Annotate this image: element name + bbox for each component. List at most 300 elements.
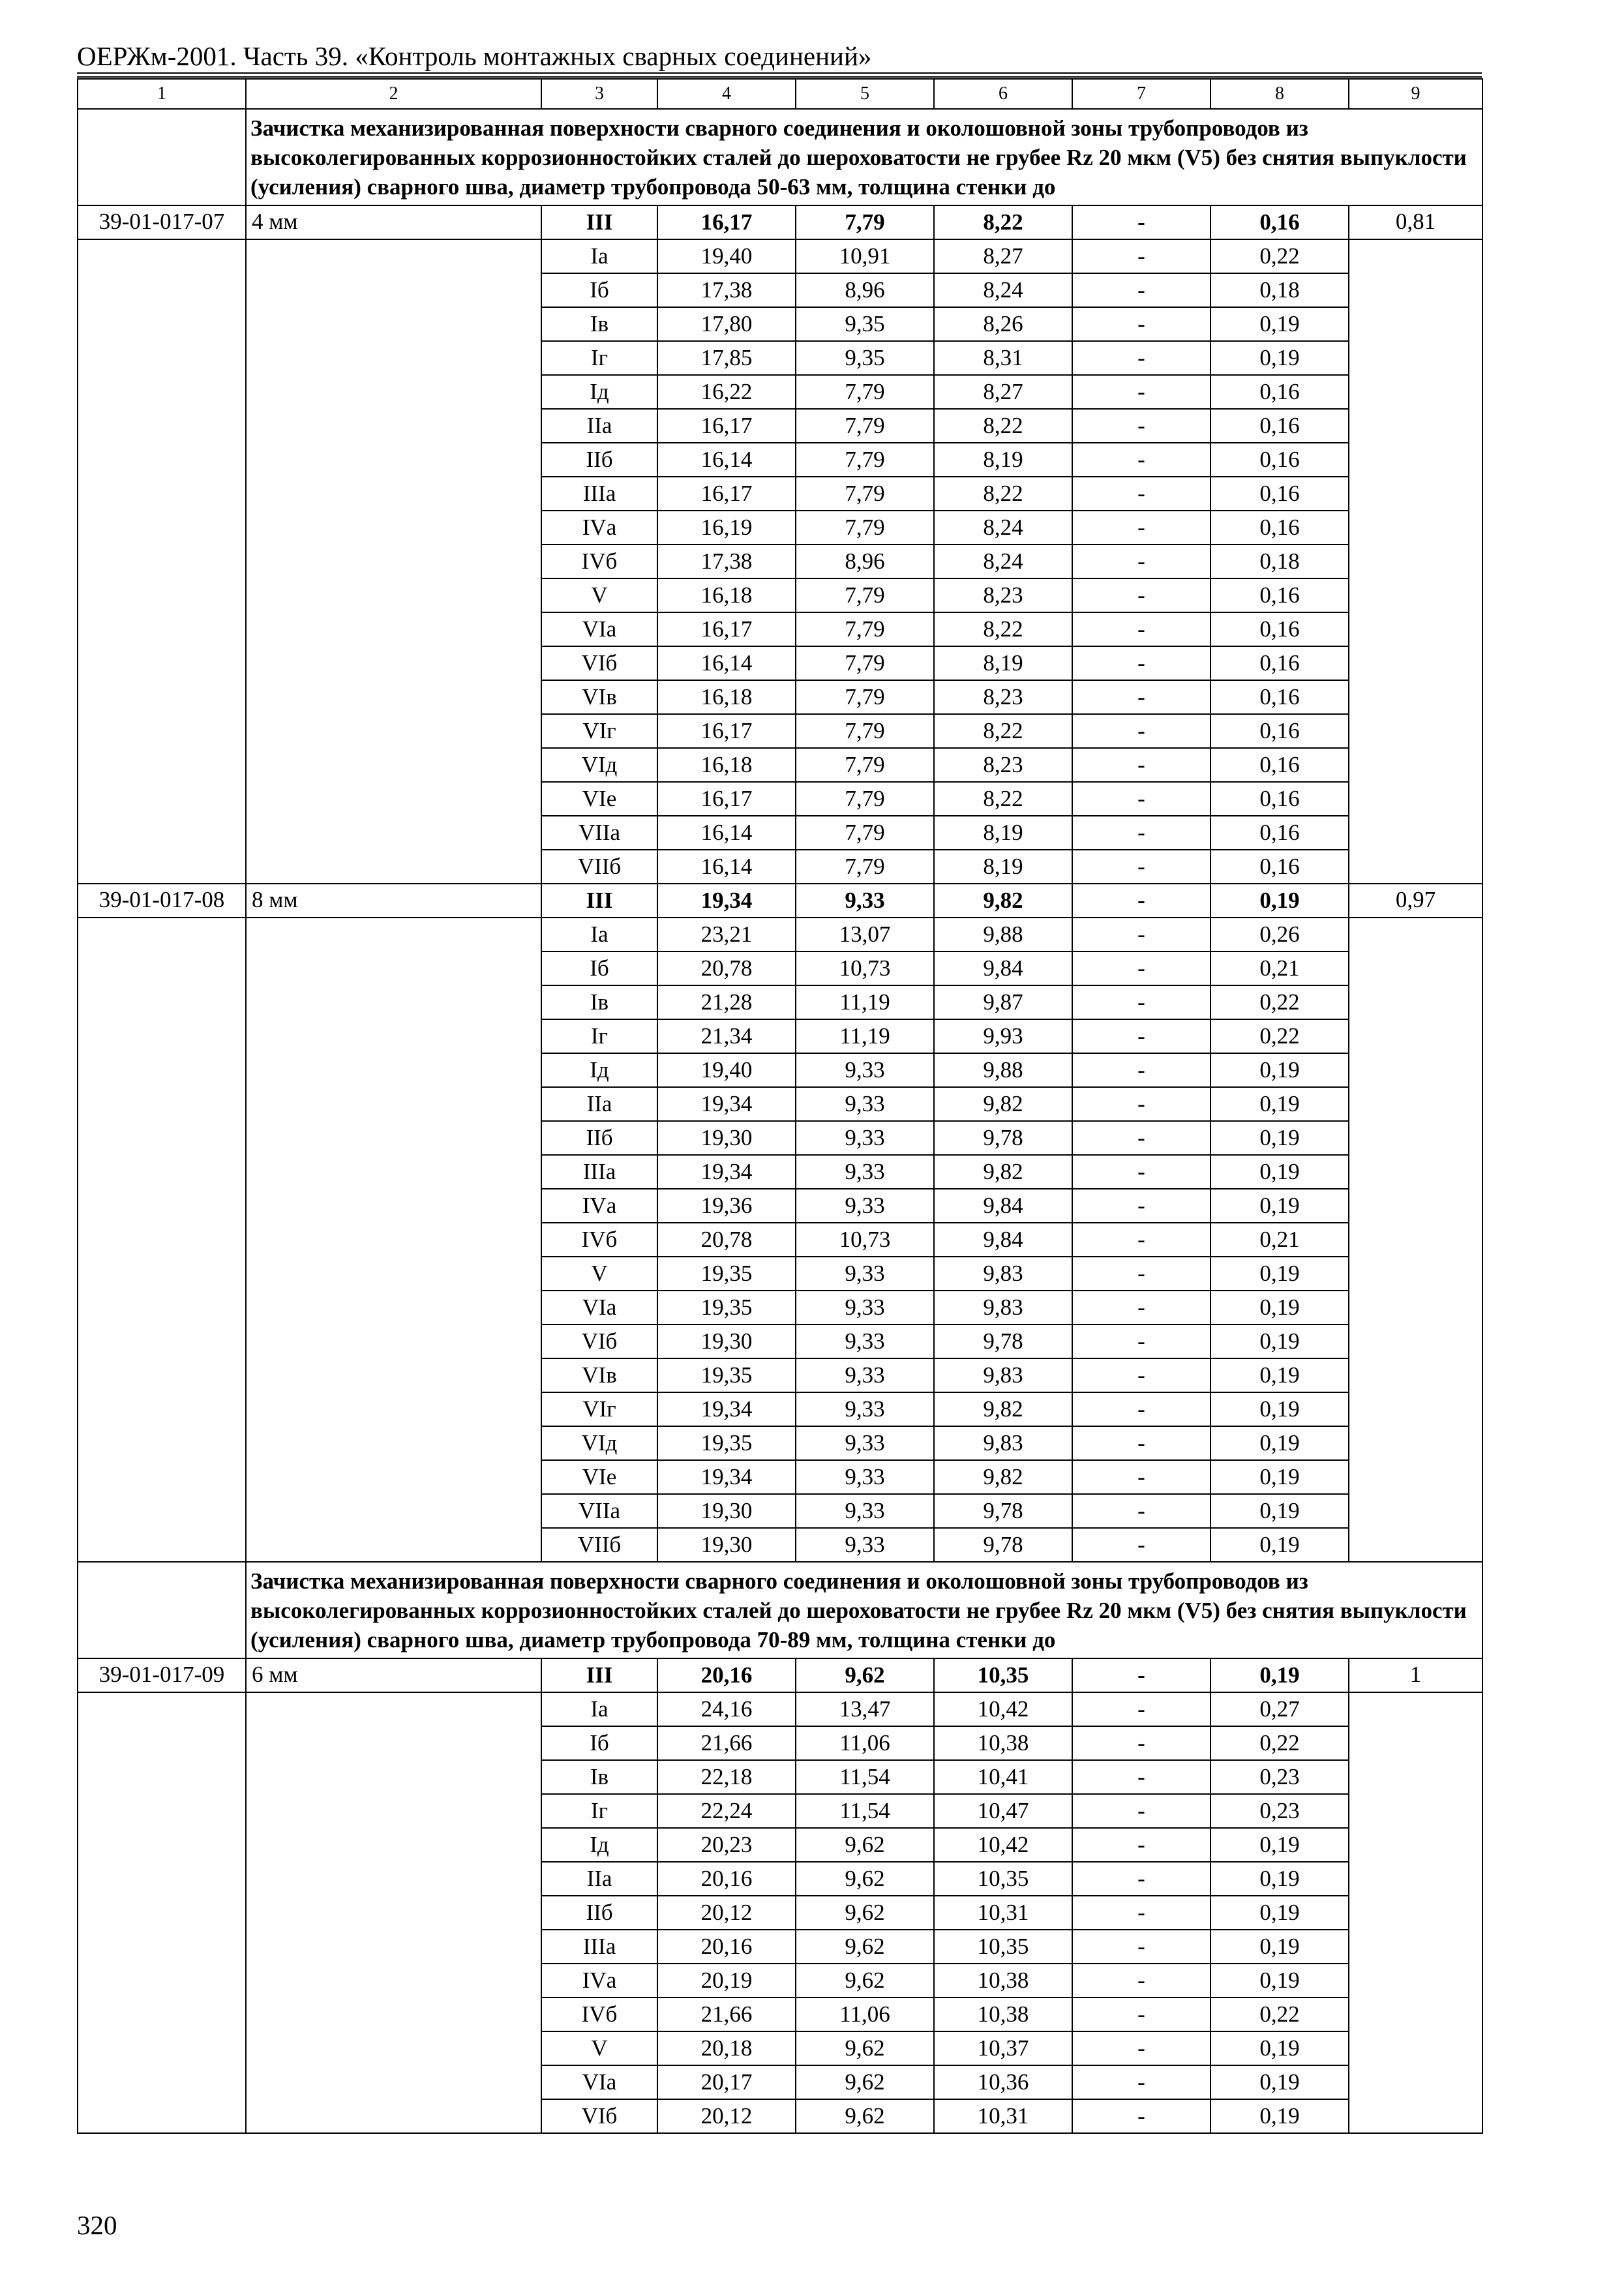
table-row [78, 1862, 1482, 1896]
value-cell: 10,73 [796, 951, 934, 985]
value-cell: - [1072, 1896, 1210, 1930]
value-cell: Iб [541, 273, 657, 307]
value-cell: - [1072, 375, 1210, 409]
section-title-row [78, 1562, 1482, 1658]
value-cell: 20,78 [657, 1223, 796, 1257]
empty-cell [246, 375, 541, 409]
empty-cell [78, 1726, 246, 1760]
empty-cell [1349, 341, 1482, 375]
value-cell: - [1072, 918, 1210, 951]
table-row [78, 1121, 1482, 1155]
empty-cell [1349, 1794, 1482, 1828]
table-row [78, 884, 1482, 918]
value-cell: VIд [541, 1426, 657, 1460]
value-cell: 9,62 [796, 2065, 934, 2099]
empty-cell [78, 646, 246, 680]
value-cell: VIе [541, 782, 657, 816]
empty-cell [1349, 816, 1482, 850]
value-cell: - [1072, 1528, 1210, 1562]
value-cell: 7,79 [796, 714, 934, 748]
value-cell: 16,17 [657, 782, 796, 816]
value-cell: 21,66 [657, 1726, 796, 1760]
empty-cell [246, 1460, 541, 1494]
empty-cell [1349, 1726, 1482, 1760]
value-cell: 19,40 [657, 1053, 796, 1087]
empty-cell [78, 545, 246, 578]
value-cell: 9,33 [796, 1426, 934, 1460]
value-cell: 16,14 [657, 850, 796, 884]
page-number: 320 [77, 2210, 117, 2240]
total-value: 0,97 [1349, 884, 1482, 918]
value-cell: - [1072, 477, 1210, 511]
value-cell: - [1072, 1324, 1210, 1358]
value-cell: 9,62 [796, 1658, 934, 1692]
value-cell: Iд [541, 1053, 657, 1087]
column-number-row [78, 79, 1482, 109]
value-cell: - [1072, 1862, 1210, 1896]
empty-cell [246, 985, 541, 1019]
value-cell: 8,22 [934, 409, 1072, 443]
empty-cell [246, 1896, 541, 1930]
value-cell: - [1072, 1053, 1210, 1087]
empty-cell [246, 816, 541, 850]
value-cell: 0,19 [1210, 307, 1349, 341]
value-cell: 16,17 [657, 612, 796, 646]
empty-cell [246, 646, 541, 680]
empty-cell [246, 1223, 541, 1257]
value-cell: 10,38 [934, 1997, 1072, 2031]
empty-cell [246, 1528, 541, 1562]
value-cell: IVа [541, 511, 657, 545]
empty-cell [1349, 1964, 1482, 1997]
empty-cell [78, 2065, 246, 2099]
value-cell: 9,62 [796, 1828, 934, 1862]
empty-cell [78, 1189, 246, 1223]
empty-cell [78, 1828, 246, 1862]
empty-cell [1349, 1155, 1482, 1189]
empty-cell [78, 1291, 246, 1324]
empty-cell [78, 1692, 246, 1726]
value-cell: 0,22 [1210, 1019, 1349, 1053]
empty-cell [246, 341, 541, 375]
value-cell: 9,84 [934, 1189, 1072, 1223]
value-cell: 9,62 [796, 2099, 934, 2133]
empty-cell [246, 578, 541, 612]
empty-cell [246, 1189, 541, 1223]
value-cell: 16,19 [657, 511, 796, 545]
empty-cell [78, 816, 246, 850]
empty-cell [1349, 1997, 1482, 2031]
value-cell: VIIа [541, 816, 657, 850]
value-cell: - [1072, 1155, 1210, 1189]
value-cell: - [1072, 646, 1210, 680]
header-rule-thin [77, 76, 1482, 78]
value-cell: 10,31 [934, 1896, 1072, 1930]
value-cell: 8,22 [934, 477, 1072, 511]
value-cell: VIг [541, 714, 657, 748]
empty-cell [78, 2031, 246, 2065]
value-cell: 0,19 [1210, 1426, 1349, 1460]
empty-cell [246, 239, 541, 273]
value-cell: IVб [541, 1223, 657, 1257]
value-cell: 9,33 [796, 1155, 934, 1189]
empty-cell [246, 680, 541, 714]
value-cell: VIб [541, 646, 657, 680]
value-cell: 10,38 [934, 1964, 1072, 1997]
empty-cell [78, 1257, 246, 1291]
value-cell: Iв [541, 1760, 657, 1794]
value-cell: 13,07 [796, 918, 934, 951]
value-cell: VIа [541, 612, 657, 646]
empty-cell [246, 273, 541, 307]
value-cell: VIб [541, 1324, 657, 1358]
value-cell: 19,34 [657, 1392, 796, 1426]
value-cell: 9,62 [796, 1964, 934, 1997]
empty-cell [246, 1053, 541, 1087]
empty-cell [1349, 1358, 1482, 1392]
value-cell: 7,79 [796, 612, 934, 646]
empty-cell [1349, 1223, 1482, 1257]
empty-cell [246, 1997, 541, 2031]
value-cell: 8,23 [934, 748, 1072, 782]
value-cell: 9,33 [796, 1189, 934, 1223]
empty-cell [1349, 782, 1482, 816]
empty-cell [78, 782, 246, 816]
value-cell: - [1072, 1494, 1210, 1528]
empty-cell [78, 578, 246, 612]
value-cell: 0,16 [1210, 646, 1349, 680]
value-cell: - [1072, 273, 1210, 307]
empty-cell [78, 1324, 246, 1358]
empty-cell [1349, 1896, 1482, 1930]
table-row [78, 782, 1482, 816]
value-cell: - [1072, 1828, 1210, 1862]
value-cell: Iа [541, 239, 657, 273]
value-cell: VIг [541, 1392, 657, 1426]
total-value: 1 [1349, 1658, 1482, 1692]
empty-cell [246, 782, 541, 816]
table-row [78, 1257, 1482, 1291]
value-cell: 7,79 [796, 443, 934, 477]
column-number: 7 [1072, 79, 1210, 109]
value-cell: IIб [541, 443, 657, 477]
value-cell: - [1072, 1692, 1210, 1726]
value-cell: 17,80 [657, 307, 796, 341]
column-number: 8 [1210, 79, 1349, 109]
value-cell: - [1072, 2099, 1210, 2133]
value-cell: - [1072, 2031, 1210, 2065]
empty-cell [1349, 477, 1482, 511]
empty-cell [246, 545, 541, 578]
empty-cell [1349, 1760, 1482, 1794]
empty-cell [1349, 2065, 1482, 2099]
value-cell: 10,35 [934, 1658, 1072, 1692]
value-cell: - [1072, 239, 1210, 273]
value-cell: 9,62 [796, 1930, 934, 1964]
value-cell: 10,37 [934, 2031, 1072, 2065]
value-cell: - [1072, 1087, 1210, 1121]
value-cell: 19,30 [657, 1528, 796, 1562]
section-title-row [78, 109, 1482, 205]
empty-cell [78, 341, 246, 375]
empty-cell [246, 307, 541, 341]
value-cell: 9,35 [796, 307, 934, 341]
value-cell: 0,19 [1210, 1358, 1349, 1392]
empty-cell [78, 1964, 246, 1997]
table-row [78, 951, 1482, 985]
value-cell: VIIб [541, 850, 657, 884]
value-cell: 0,19 [1210, 1930, 1349, 1964]
value-cell: 10,38 [934, 1726, 1072, 1760]
page-header: ОЕРЖм-2001. Часть 39. «Контроль монтажных сварных соединений» [77, 41, 872, 71]
value-cell: 11,54 [796, 1794, 934, 1828]
value-cell: 8,22 [934, 205, 1072, 239]
value-cell: 16,18 [657, 578, 796, 612]
section-spacer [78, 109, 246, 205]
wall-thickness: 8 мм [246, 884, 541, 918]
value-cell: IIIа [541, 1930, 657, 1964]
empty-cell [78, 1862, 246, 1896]
value-cell: 0,19 [1210, 1964, 1349, 1997]
value-cell: 16,14 [657, 443, 796, 477]
value-cell: IVа [541, 1189, 657, 1223]
value-cell: 8,22 [934, 782, 1072, 816]
empty-cell [246, 1291, 541, 1324]
column-number: 5 [796, 79, 934, 109]
value-cell: 19,30 [657, 1494, 796, 1528]
value-cell: 16,18 [657, 748, 796, 782]
value-cell: 9,83 [934, 1257, 1072, 1291]
value-cell: 0,19 [1210, 2065, 1349, 2099]
section-title-cell [246, 109, 1482, 205]
value-cell: 7,79 [796, 477, 934, 511]
empty-cell [78, 307, 246, 341]
table-row [78, 748, 1482, 782]
empty-cell [78, 409, 246, 443]
column-number: 6 [934, 79, 1072, 109]
value-cell: - [1072, 850, 1210, 884]
empty-cell [1349, 2099, 1482, 2133]
value-cell: 20,19 [657, 1964, 796, 1997]
value-cell: 0,22 [1210, 1997, 1349, 2031]
value-cell: 19,34 [657, 884, 796, 918]
value-cell: 0,21 [1210, 951, 1349, 985]
value-cell: 0,19 [1210, 1460, 1349, 1494]
empty-cell [78, 918, 246, 951]
table-row [78, 816, 1482, 850]
empty-cell [78, 273, 246, 307]
value-cell: 7,79 [796, 850, 934, 884]
value-cell: 0,16 [1210, 409, 1349, 443]
empty-cell [1349, 511, 1482, 545]
value-cell: VIв [541, 1358, 657, 1392]
value-cell: 16,14 [657, 646, 796, 680]
value-cell: 10,31 [934, 2099, 1072, 2133]
value-cell: - [1072, 307, 1210, 341]
value-cell: III [541, 205, 657, 239]
value-cell: 21,34 [657, 1019, 796, 1053]
value-cell: 7,79 [796, 375, 934, 409]
value-cell: 8,96 [796, 545, 934, 578]
column-number: 3 [541, 79, 657, 109]
value-cell: - [1072, 1358, 1210, 1392]
value-cell: 7,79 [796, 511, 934, 545]
empty-cell [246, 1121, 541, 1155]
empty-cell [1349, 1392, 1482, 1426]
table-row [78, 205, 1482, 239]
value-cell: 20,12 [657, 2099, 796, 2133]
table-row [78, 2065, 1482, 2099]
empty-cell [246, 1392, 541, 1426]
value-cell: IIб [541, 1121, 657, 1155]
value-cell: 16,17 [657, 205, 796, 239]
value-cell: 0,19 [1210, 1189, 1349, 1223]
value-cell: 8,27 [934, 375, 1072, 409]
column-number: 1 [78, 79, 246, 109]
value-cell: 9,33 [796, 1121, 934, 1155]
empty-cell [1349, 1528, 1482, 1562]
value-cell: 0,16 [1210, 443, 1349, 477]
value-cell: 9,33 [796, 1528, 934, 1562]
empty-cell [78, 1223, 246, 1257]
value-cell: 0,16 [1210, 205, 1349, 239]
value-cell: 10,41 [934, 1760, 1072, 1794]
empty-cell [78, 1794, 246, 1828]
value-cell: - [1072, 1392, 1210, 1426]
wall-thickness: 6 мм [246, 1658, 541, 1692]
empty-cell [1349, 714, 1482, 748]
value-cell: V [541, 2031, 657, 2065]
table-row [78, 511, 1482, 545]
empty-cell [78, 680, 246, 714]
empty-cell [78, 1760, 246, 1794]
table-row [78, 1896, 1482, 1930]
value-cell: 8,27 [934, 239, 1072, 273]
value-cell: 0,19 [1210, 1862, 1349, 1896]
value-cell: 8,23 [934, 680, 1072, 714]
empty-cell [1349, 612, 1482, 646]
value-cell: 9,78 [934, 1324, 1072, 1358]
value-cell: 20,12 [657, 1896, 796, 1930]
empty-cell [78, 375, 246, 409]
empty-cell [246, 1257, 541, 1291]
empty-cell [1349, 748, 1482, 782]
value-cell: - [1072, 782, 1210, 816]
table-row [78, 1223, 1482, 1257]
value-cell: - [1072, 1930, 1210, 1964]
empty-cell [78, 612, 246, 646]
empty-cell [78, 1997, 246, 2031]
empty-cell [246, 1155, 541, 1189]
value-cell: - [1072, 1189, 1210, 1223]
table-row [78, 680, 1482, 714]
empty-cell [1349, 951, 1482, 985]
value-cell: 9,83 [934, 1358, 1072, 1392]
value-cell: Iб [541, 1726, 657, 1760]
value-cell: 17,38 [657, 273, 796, 307]
table-row [78, 985, 1482, 1019]
value-cell: 9,82 [934, 1392, 1072, 1426]
empty-cell [78, 951, 246, 985]
value-cell: 19,34 [657, 1460, 796, 1494]
value-cell: 7,79 [796, 782, 934, 816]
empty-cell [246, 1426, 541, 1460]
value-cell: 16,18 [657, 680, 796, 714]
value-cell: - [1072, 205, 1210, 239]
empty-cell [1349, 1189, 1482, 1223]
empty-cell [246, 1930, 541, 1964]
table-row [78, 850, 1482, 884]
value-cell: - [1072, 1760, 1210, 1794]
value-cell: V [541, 1257, 657, 1291]
empty-cell [78, 477, 246, 511]
value-cell: 0,16 [1210, 816, 1349, 850]
value-cell: 0,16 [1210, 578, 1349, 612]
empty-cell [78, 1053, 246, 1087]
rates-table [77, 78, 1483, 2134]
value-cell: 19,36 [657, 1189, 796, 1223]
value-cell: IIа [541, 409, 657, 443]
empty-cell [78, 850, 246, 884]
value-cell: 0,19 [1210, 1528, 1349, 1562]
value-cell: - [1072, 985, 1210, 1019]
empty-cell [246, 1692, 541, 1726]
value-cell: VIв [541, 680, 657, 714]
value-cell: - [1072, 1658, 1210, 1692]
value-cell: IIб [541, 1896, 657, 1930]
value-cell: 0,16 [1210, 375, 1349, 409]
value-cell: - [1072, 1019, 1210, 1053]
value-cell: IIа [541, 1862, 657, 1896]
table-row [78, 341, 1482, 375]
empty-cell [1349, 850, 1482, 884]
value-cell: 9,87 [934, 985, 1072, 1019]
value-cell: 7,79 [796, 409, 934, 443]
value-cell: VIа [541, 1291, 657, 1324]
value-cell: 21,66 [657, 1997, 796, 2031]
empty-cell [1349, 1019, 1482, 1053]
table-row [78, 1964, 1482, 1997]
empty-cell [1349, 918, 1482, 951]
value-cell: Iг [541, 1019, 657, 1053]
value-cell: - [1072, 816, 1210, 850]
value-cell: 9,33 [796, 1291, 934, 1324]
value-cell: - [1072, 884, 1210, 918]
value-cell: 20,78 [657, 951, 796, 985]
value-cell: - [1072, 443, 1210, 477]
value-cell: 8,22 [934, 612, 1072, 646]
value-cell: 0,16 [1210, 680, 1349, 714]
empty-cell [246, 2065, 541, 2099]
empty-cell [1349, 1121, 1482, 1155]
value-cell: 0,26 [1210, 918, 1349, 951]
value-cell: 19,34 [657, 1155, 796, 1189]
empty-cell [246, 1087, 541, 1121]
value-cell: 9,84 [934, 951, 1072, 985]
value-cell: Iг [541, 1794, 657, 1828]
empty-cell [1349, 1087, 1482, 1121]
table-row [78, 578, 1482, 612]
empty-cell [1349, 273, 1482, 307]
value-cell: IVа [541, 1964, 657, 1997]
table-row [78, 477, 1482, 511]
value-cell: 8,24 [934, 273, 1072, 307]
empty-cell [246, 612, 541, 646]
value-cell: 0,18 [1210, 545, 1349, 578]
empty-cell [78, 1087, 246, 1121]
value-cell: 9,33 [796, 1460, 934, 1494]
section-title: Зачистка механизированная поверхности сварного соединения и околошовной зоны трубопроводов из высоколегированных коррозионностойких сталей до шероховатости не грубее Rz 20 мкм (V5) без снятия выпуклости (усиления) сварного шва, диаметр трубопровода 50-63 мм, толщина стенки до [250, 115, 1467, 200]
